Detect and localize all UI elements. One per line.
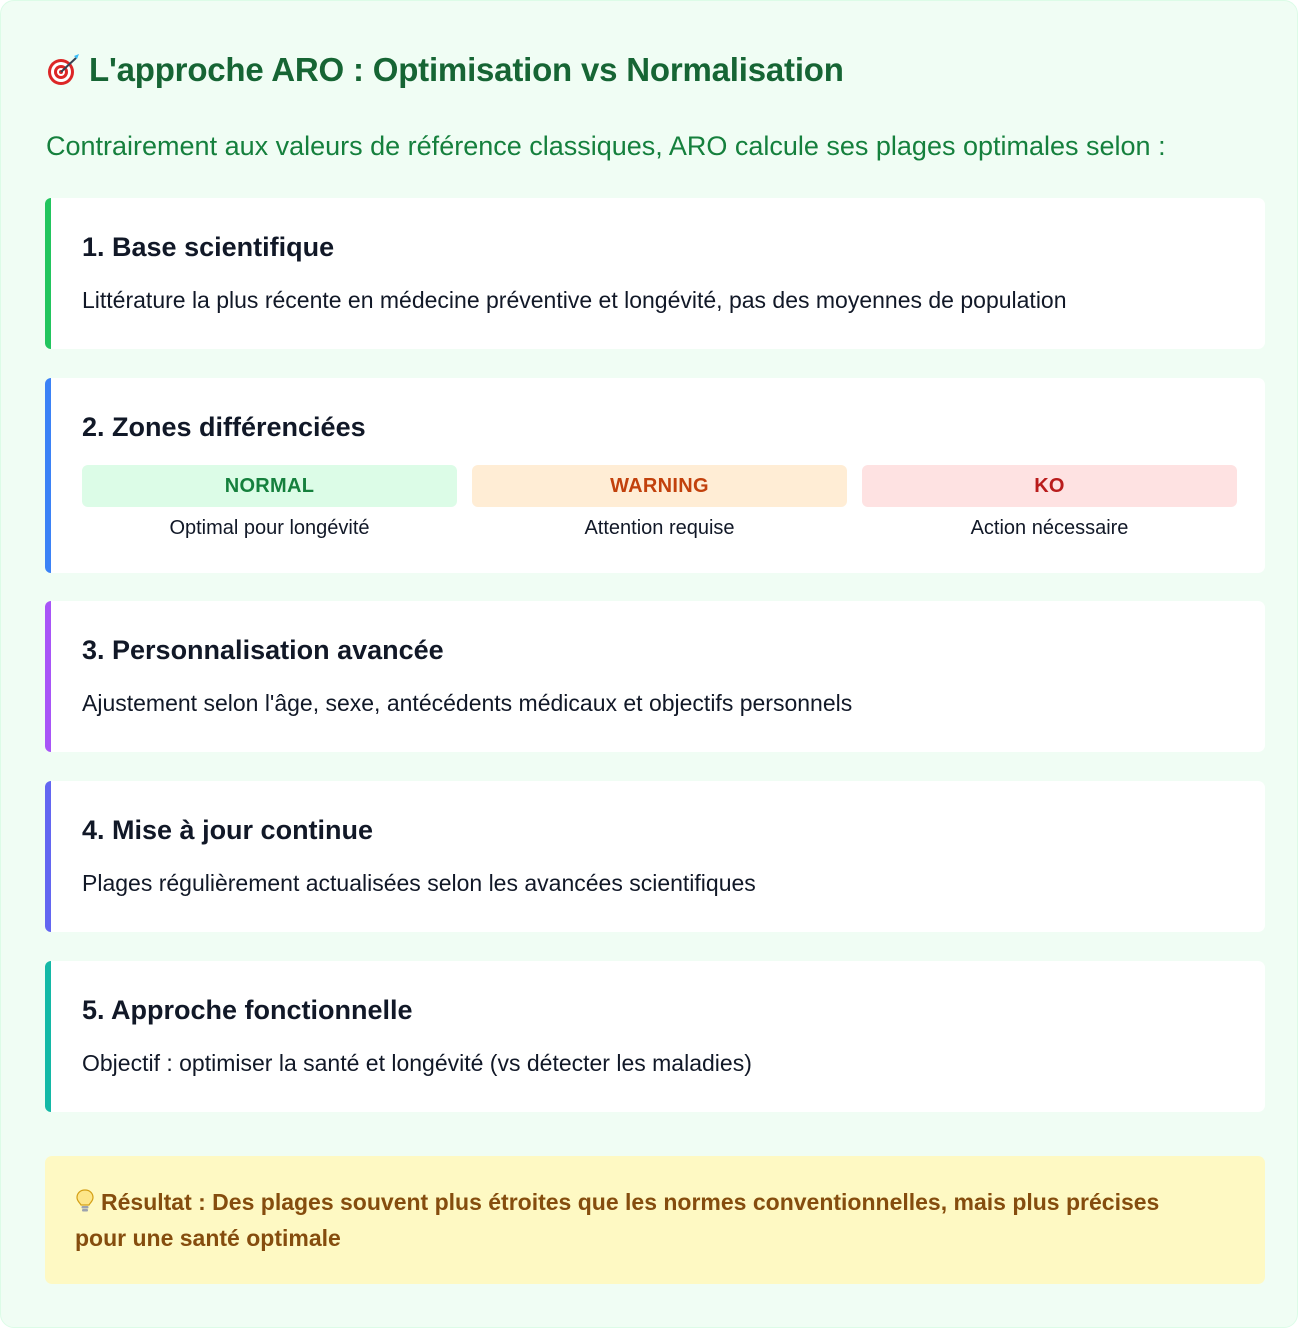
card-text: Ajustement selon l'âge, sexe, antécédents médicaux et objectifs personnels xyxy=(82,690,853,716)
card-text: Plages régulièrement actualisées selon les avancées scientifiques xyxy=(82,870,756,896)
card-mise-a-jour xyxy=(45,781,1265,932)
zone-ko xyxy=(862,465,1237,540)
zone-normal xyxy=(82,465,457,540)
zone-ko-caption: Action nécessaire xyxy=(970,517,1129,539)
zone-warning-badge: WARNING xyxy=(472,465,847,507)
page-title xyxy=(45,51,844,89)
lightbulb-icon xyxy=(75,1188,95,1214)
zone-ko-badge: KO xyxy=(862,465,1237,507)
intro-text: Contrairement aux valeurs de référence classiques, ARO calcule ses plages optimales selon : xyxy=(46,131,1166,161)
card-accent-bar xyxy=(45,198,51,349)
card-zones-differenciees xyxy=(45,378,1265,573)
card-accent-bar xyxy=(45,781,51,932)
card-base-scientifique xyxy=(45,198,1265,349)
zone-normal-caption: Optimal pour longévité xyxy=(169,517,370,539)
card-text: Objectif : optimiser la santé et longévité (vs détecter les maladies) xyxy=(82,1050,752,1076)
page-title-text: L'approche ARO : Optimisation vs Normalisation xyxy=(89,51,844,88)
result-callout xyxy=(45,1156,1265,1284)
card-text: Littérature la plus récente en médecine préventive et longévité, pas des moyennes de population xyxy=(82,287,1067,313)
zones-row xyxy=(82,465,1237,540)
target-dart-icon xyxy=(45,52,81,88)
zone-warning-caption: Attention requise xyxy=(584,517,735,539)
card-approche-fonctionnelle xyxy=(45,961,1265,1112)
zone-normal-badge: NORMAL xyxy=(82,465,457,507)
card-personnalisation xyxy=(45,601,1265,752)
card-accent-bar xyxy=(45,961,51,1112)
card-title: 5. Approche fonctionnelle xyxy=(82,995,413,1025)
card-title: 1. Base scientifique xyxy=(82,232,335,262)
result-text: Résultat : Des plages souvent plus étroites que les normes conventionnelles, mais plus précises pour une santé optimale xyxy=(75,1189,1160,1251)
card-accent-bar xyxy=(45,378,51,573)
card-title: 4. Mise à jour continue xyxy=(82,815,374,845)
card-title: 3. Personnalisation avancée xyxy=(82,635,444,665)
card-accent-bar xyxy=(45,601,51,752)
zone-warning xyxy=(472,465,847,540)
card-title: 2. Zones différenciées xyxy=(82,412,366,442)
